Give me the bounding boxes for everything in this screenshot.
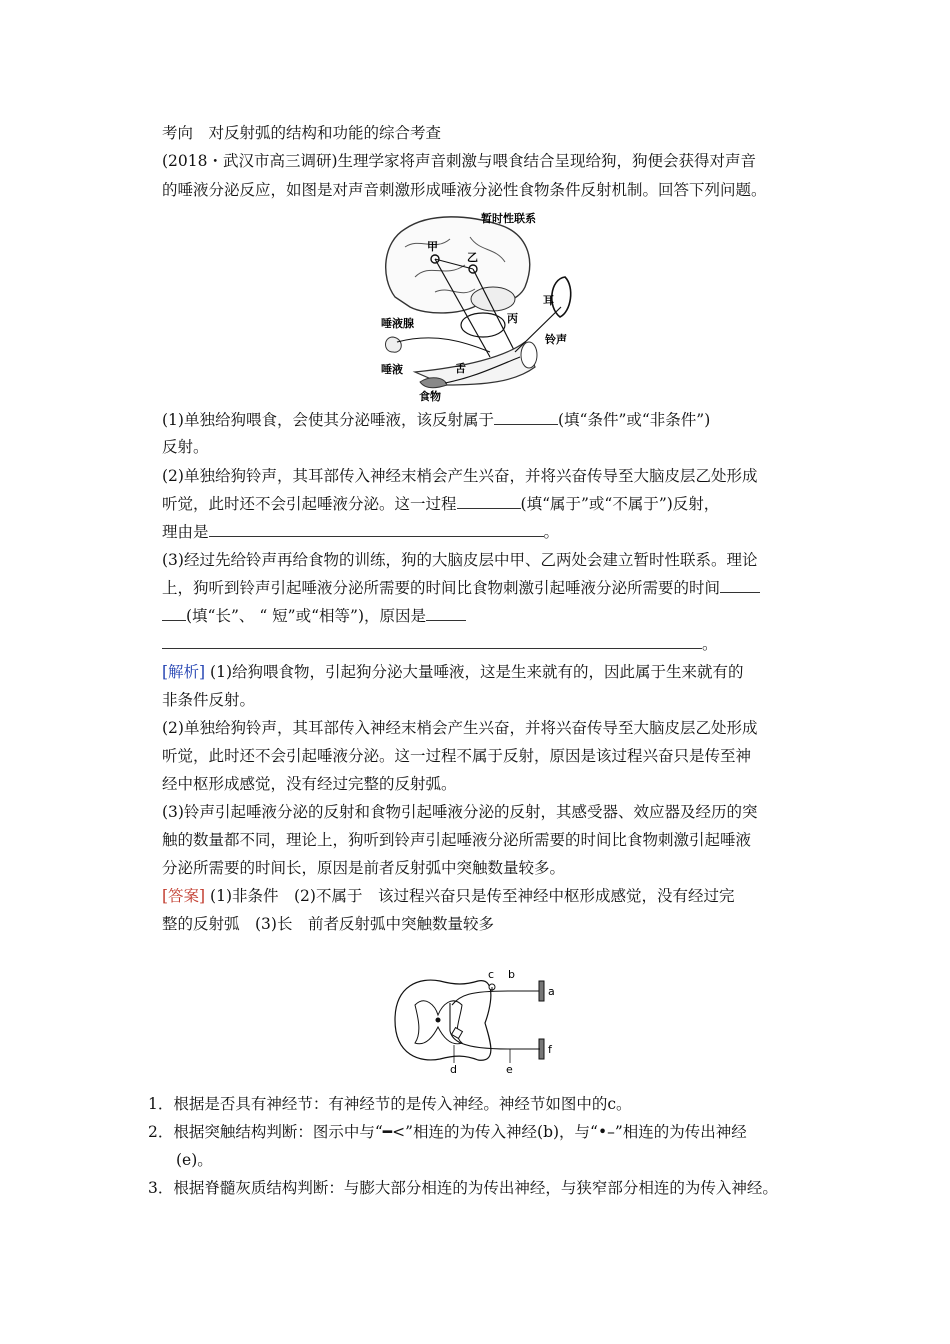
question-1-cont: 反射。 xyxy=(162,438,209,456)
question-3-blank: 。 xyxy=(162,634,718,654)
tip-line: (e)。 xyxy=(176,1151,213,1169)
analysis-line: 触的数量都不同，理论上，狗听到铃声引起唾液分泌所需要的时间比食物刺激引起唾液 xyxy=(162,831,752,849)
jia-label: 甲 xyxy=(427,240,438,253)
salivary-gland-label: 唾液腺 xyxy=(381,317,414,330)
saliva-label: 唾液 xyxy=(381,363,403,376)
food-label: 食物 xyxy=(419,390,441,402)
question-2-reason: 理由是 。 xyxy=(162,523,560,541)
answer-line: 整的反射弧 (3)长 前者反射弧中突触数量较多 xyxy=(162,915,494,933)
label-c: c xyxy=(488,968,495,981)
question-3: (3)经过先给铃声再给食物的训练，狗的大脑皮层中甲、乙两处会建立暂时性联系。理论 xyxy=(162,551,758,569)
label-f: f xyxy=(548,1043,552,1056)
bing-label: 丙 xyxy=(507,312,518,325)
analysis-line: 分泌所需要的时间长，原因是前者反射弧中突触数量较多。 xyxy=(162,859,566,877)
intro-line: 的唾液分泌反应，如图是对声音刺激形成唾液分泌性食物条件反射机制。回答下列问题。 xyxy=(162,181,767,199)
label-a: a xyxy=(548,985,555,998)
question-3-cont2: (填“长”、 “ 短”或“相等”)，原因是 xyxy=(162,606,466,626)
intro-line: (2018・武汉市高三调研)生理学家将声音刺激与喂食结合呈现给狗，狗便会获得对声音 xyxy=(162,152,757,170)
bell-label: 铃声 xyxy=(545,333,567,346)
analysis-line: 非条件反射。 xyxy=(162,691,256,709)
tip-line: 2．根据突触结构判断：图示中与“━<”相连的为传入神经(b)，与“•–”相连的为传出神经 xyxy=(148,1123,747,1141)
tongue-shape xyxy=(420,378,447,388)
question-2-cont: 听觉，此时还不会引起唾液分泌。这一过程 (填“属于”或“不属于”)反射， xyxy=(162,495,720,513)
tip-line: 1．根据是否具有神经节：有神经节的是传入神经。神经节如图中的c。 xyxy=(148,1095,632,1113)
analysis-line: (2)单独给狗铃声，其耳部传入神经末梢会产生兴奋，并将兴奋传导至大脑皮层乙处形成 xyxy=(162,719,758,737)
ear-shape xyxy=(552,277,571,317)
spinal-reflex-diagram xyxy=(390,965,570,1075)
analysis-line: (3)铃声引起唾液分泌的反射和食物引起唾液分泌的反射，其感受器、效应器及经历的突 xyxy=(162,803,758,821)
ear-label: 耳 xyxy=(543,294,554,307)
label-b: b xyxy=(508,968,515,981)
salivary-gland xyxy=(386,337,402,352)
temp-link-label: 暂时性联系 xyxy=(481,212,536,225)
label-d: d xyxy=(450,1063,457,1075)
tip-line: 3．根据脊髓灰质结构判断：与膨大部分相连的为传出神经，与狭窄部分相连的为传入神经。 xyxy=(148,1179,778,1197)
question-1: (1)单独给狗喂食，会使其分泌唾液，该反射属于 (填“条件”或“非条件”) xyxy=(162,411,711,429)
question-2: (2)单独给狗铃声，其耳部传入神经末梢会产生兴奋，并将兴奋传导至大脑皮层乙处形成 xyxy=(162,467,758,485)
label-e: e xyxy=(506,1063,513,1075)
heading: 考向 对反射弧的结构和功能的综合考查 xyxy=(162,124,442,142)
analysis-line: 听觉，此时还不会引起唾液分泌。这一过程不属于反射，原因是该过程兴奋只是传至神 xyxy=(162,747,752,765)
analysis-line: 经中枢形成感觉，没有经过完整的反射弧。 xyxy=(162,775,457,793)
bing-ellipse xyxy=(461,313,505,337)
tongue-label: 舌 xyxy=(455,362,466,375)
reflex-diagram xyxy=(375,207,585,402)
receptor-a xyxy=(539,981,544,1001)
answer-line: [答案] (1)非条件 (2)不属于 该过程兴奋只是传至神经中枢形成感觉，没有经过完 xyxy=(162,887,735,905)
question-3-cont: 上，狗听到铃声引起唾液分泌所需要的时间比食物刺激引起唾液分泌所需要的时间 xyxy=(162,578,760,598)
yi-label: 乙 xyxy=(467,251,478,264)
analysis-line: [解析] (1)给狗喂食物，引起狗分泌大量唾液，这是生来就有的，因此属于生来就有的 xyxy=(162,663,744,681)
